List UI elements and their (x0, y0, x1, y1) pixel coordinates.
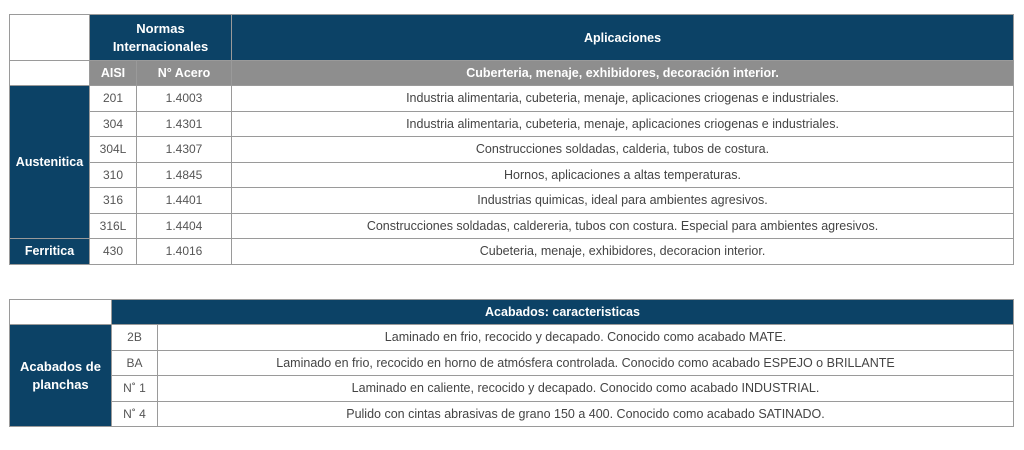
desc-cell: Cubeteria, menaje, exhibidores, decoracion interior. (232, 239, 1014, 265)
aisi-cell: 304L (90, 137, 137, 163)
acero-cell: 1.4845 (137, 162, 232, 188)
corner-cell (10, 15, 90, 61)
desc-cell: Industrias quimicas, ideal para ambientes agresivos. (232, 188, 1014, 214)
aisi-header: AISI (90, 61, 137, 86)
desc-cell: Laminado en frio, recocido y decapado. Conocido como acabado MATE. (158, 325, 1014, 351)
normas-header: Normas Internacionales (90, 15, 232, 61)
desc-cell: Industria alimentaria, cubeteria, menaje, aplicaciones criogenas e industriales. (232, 86, 1014, 112)
table-row (10, 325, 1014, 351)
table-row (10, 162, 1014, 188)
code-cell: BA (112, 350, 158, 376)
acabados-header: Acabados: caracteristicas (112, 300, 1014, 325)
aisi-cell: 201 (90, 86, 137, 112)
acero-cell: 1.4404 (137, 213, 232, 239)
table-row (10, 350, 1014, 376)
acero-cell: 1.4301 (137, 111, 232, 137)
aisi-cell: 430 (90, 239, 137, 265)
acero-cell: 1.4401 (137, 188, 232, 214)
code-cell: N˚ 1 (112, 376, 158, 402)
acero-header: N° Acero (137, 61, 232, 86)
group-acabados: Acabados de planchas (10, 325, 112, 427)
acero-cell: 1.4016 (137, 239, 232, 265)
table-row (10, 213, 1014, 239)
desc-cell: Laminado en frio, recocido en horno de atmósfera controlada. Conocido como acabado ESPEJO o BRILLANTE (158, 350, 1014, 376)
desc-cell: Construcciones soldadas, caldereria, tubos con costura. Especial para ambientes agresivos. (232, 213, 1014, 239)
desc-cell: Pulido con cintas abrasivas de grano 150 a 400. Conocido como acabado SATINADO. (158, 401, 1014, 427)
group-ferritica: Ferritica (10, 239, 90, 265)
aisi-cell: 310 (90, 162, 137, 188)
corner-cell-2 (10, 61, 90, 86)
table-row (10, 86, 1014, 112)
aisi-cell: 304 (90, 111, 137, 137)
aplicaciones-header: Aplicaciones (232, 15, 1014, 61)
acero-cell: 1.4003 (137, 86, 232, 112)
table-row (10, 111, 1014, 137)
acero-cell: 1.4307 (137, 137, 232, 163)
desc-cell: Laminado en caliente, recocido y decapado. Conocido como acabado INDUSTRIAL. (158, 376, 1014, 402)
group-austenitica: Austenitica (10, 86, 90, 239)
desc-cell: Hornos, aplicaciones a altas temperaturas. (232, 162, 1014, 188)
code-cell: N˚ 4 (112, 401, 158, 427)
aisi-cell: 316L (90, 213, 137, 239)
code-cell: 2B (112, 325, 158, 351)
aisi-cell: 316 (90, 188, 137, 214)
table-row (10, 401, 1014, 427)
table-row (10, 239, 1014, 265)
aplicaciones-subheader: Cuberteria, menaje, exhibidores, decoración interior. (232, 61, 1014, 86)
corner-cell (10, 300, 112, 325)
desc-cell: Industria alimentaria, cubeteria, menaje, aplicaciones criogenas e industriales. (232, 111, 1014, 137)
table-row (10, 376, 1014, 402)
steel-norms-table (9, 14, 1014, 265)
table-row (10, 188, 1014, 214)
desc-cell: Construcciones soldadas, calderia, tubos de costura. (232, 137, 1014, 163)
table-row (10, 137, 1014, 163)
finishes-table (9, 299, 1014, 427)
